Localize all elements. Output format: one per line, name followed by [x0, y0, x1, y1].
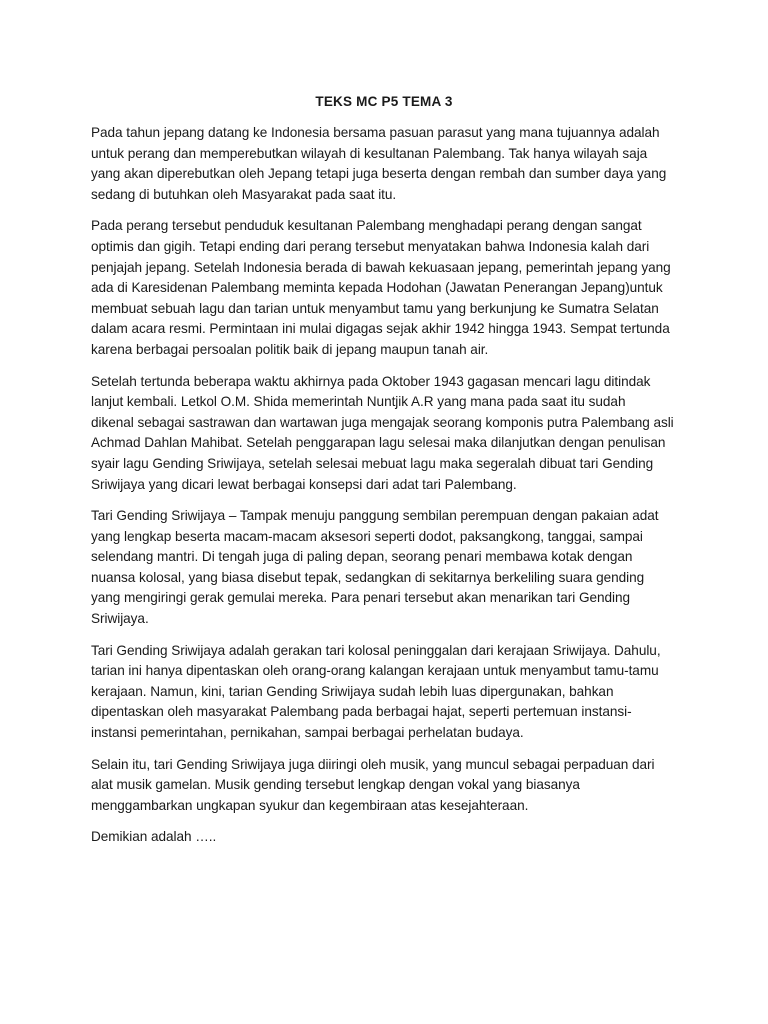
paragraph-7: Demikian adalah …..: [91, 829, 217, 845]
paragraph-3: Setelah tertunda beberapa waktu akhirnya pada Oktober 1943 gagasan mencari lagu ditindak lanjut kembali. Letkol O.M. Shida memerintah Nuntjik A.R yang mana pada saat itu sudah dikenal sebagai sastrawan dan wartawan juga mengajak seorang komponis putra Palembang asli Achmad Dahlan Mahibat. Setelah penggarapan lagu selesai maka dilanjutkan dengan penulisan syair lagu Gending Sriwijaya, setelah selesai mebuat lagu maka segeralah dibuat tari Gending Sriwijaya yang dicari lewat berbagai konsepsi dari adat tari Palembang.: [91, 373, 674, 492]
document-title: TEKS MC P5 TEMA 3: [315, 94, 453, 109]
paragraph-2: Pada perang tersebut penduduk kesultanan Palembang menghadapi perang dengan sangat optimis dan gigih. Tetapi ending dari perang tersebut menyatakan bahwa Indonesia kalah dari penjajah jepang. Setelah Indonesia berada di bawah kekuasaan jepang, pemerintah jepang yang ada di Karesidenan Palembang meminta kepada Hodohan (Jawatan Penerangan Jepang)untuk membuat sebuah lagu dan tarian untuk menyambut tamu yang berkunjung ke Sumatra Selatan dalam acara resmi. Permintaan ini mulai digagas sejak akhir 1942 hingga 1943. Sempat tertunda karena berbagai persoalan politik baik di jepang maupun tanah air.: [91, 218, 671, 357]
paragraph-4: Tari Gending Sriwijaya – Tampak menuju panggung sembilan perempuan dengan pakaian adat yang lengkap beserta macam-macam aksesori seperti dodot, paksangkong, tanggai, sampai selendang mantri. Di tengah juga di paling depan, seorang penari membawa kotak dengan nuansa kolosal, yang biasa disebut tepak, sedangkan di sekitarnya berkeliling suara gending yang mengiringi gerak gemulai mereka. Para penari tersebut akan menarikan tari Gending Sriwijaya.: [91, 508, 659, 627]
paragraph-1: Pada tahun jepang datang ke Indonesia bersama pasuan parasut yang mana tujuannya adalah untuk perang dan memperebutkan wilayah di kesultanan Palembang. Tak hanya wilayah saja yang akan diperebutkan oleh Jepang tetapi juga beserta dengan rembah dan sumber daya yang sedang di butuhkan oleh Masyarakat pada saat itu.: [91, 125, 667, 202]
paragraph-6: Selain itu, tari Gending Sriwijaya juga diiringi oleh musik, yang muncul sebagai perpaduan dari alat musik gamelan. Musik gending tersebut lengkap dengan vokal yang biasanya menggambarkan ungkapan syukur dan kegembiraan atas kesejahteraan.: [91, 756, 655, 813]
document-body: [91, 123, 681, 859]
paragraph-5: Tari Gending Sriwijaya adalah gerakan tari kolosal peninggalan dari kerajaan Sriwijaya. Dahulu, tarian ini hanya dipentaskan oleh orang-orang kalangan kerajaan untuk menyambut tamu-tamu kerajaan. Namun, kini, tarian Gending Sriwijaya sudah lebih luas dipergunakan, bahkan dipentaskan oleh masyarakat Palembang pada berbagai hajat, seperti pertemuan instansi- instansi pemerintahan, pernikahan, sampai berbagai perhelatan budaya.: [91, 642, 661, 741]
